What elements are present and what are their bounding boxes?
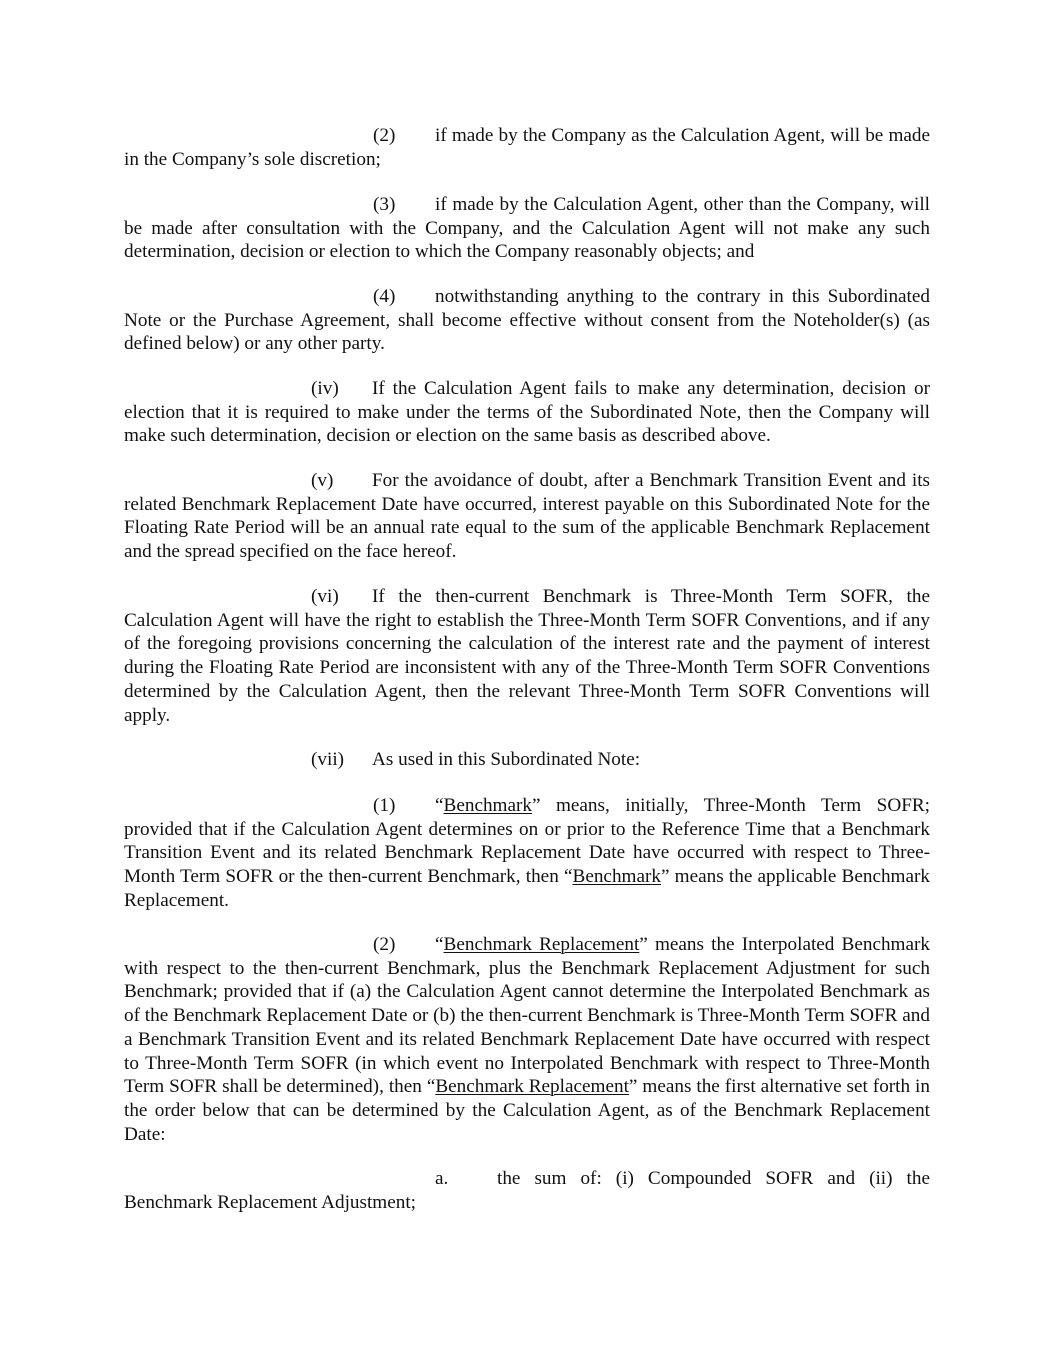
paragraph-text: the sum of: (i) Compounded SOFR and (ii) the Benchmark Replacement Adjustment; [124,1168,930,1213]
paragraph-a-sum [124,1167,930,1214]
defined-term-benchmark-replacement: Benchmark Replacement [443,934,640,955]
open-quote: “ [435,934,444,955]
paragraph-text: if made by the Company as the Calculation Agent, will be made in the Company’s sole discretion; [124,125,930,170]
paragraph-2-company-discretion [124,124,930,171]
open-quote: “ [426,1076,436,1098]
paragraph-v-avoidance [124,469,930,564]
paragraph-text: If the then-current Benchmark is Three-Month Term SOFR, the Calculation Agent will have the right to establish the Three-Month Term SOFR Conventions, and if any of the foregoing provisions concerning the calculation of the interest rate and the payment of interest during the Floating Rate Period are inconsistent with any of the Three-Month Term SOFR Conventions determined by the Calculation Agent, then the relevant Three-Month Term SOFR Conventions will apply. [124,586,930,726]
paragraph-marker: (3) [373,194,396,215]
paragraph-vii-as-used [124,748,930,772]
paragraph-text: means, initially, Three-Month Term SOFR; provided that if the Calculation Agent determines on or prior to the Reference Time that a Benchmark Transition Event and its related Benchmark Replacement Date have occurred with respect to Three-Month Term SOFR or the then-current Benchmark, then [124,795,930,888]
close-quote: ” [660,866,670,888]
paragraph-marker: (2) [373,934,396,955]
paragraph-text: notwithstanding anything to the contrary in this Subordinated Note or the Purchase Agreement, shall become effective without consent from the Noteholder(s) (as defined below) or any other party. [124,286,930,355]
paragraph-vi-conventions [124,585,930,727]
close-quote: ” [628,1076,638,1098]
paragraph-3-consultation [124,193,930,264]
paragraph-marker: a. [435,1168,449,1189]
definition-benchmark [124,794,930,913]
paragraph-marker: (v) [311,470,334,491]
paragraph-text: For the avoidance of doubt, after a Benchmark Transition Event and its related Benchmark Replacement Date have occurred, interest payable on this Subordinated Note for the Floating Rate Period will be an annual rate equal to the sum of the applicable Benchmark Replacement and the spread specified on the face hereof. [124,470,930,563]
open-quote: “ [563,866,573,888]
paragraph-marker: (2) [373,125,396,146]
paragraph-text: if made by the Calculation Agent, other than the Company, will be made after consultation with the Company, and the Calculation Agent will not make any such determination, decision or election to which the Company reasonably objects; and [124,194,930,263]
paragraph-text: If the Calculation Agent fails to make any determination, decision or election that it is required to make under the terms of the Subordinated Note, then the Company will make such determination, decision or election on the same basis as described above. [124,378,930,447]
paragraph-text: means the first alternative set forth in the order below that can be determined by the Calculation Agent, as of the Benchmark Replacement Date: [124,1076,930,1145]
close-quote: ” [639,934,648,955]
paragraph-marker: (4) [373,286,396,307]
paragraph-iv-failure [124,377,930,448]
defined-term-benchmark: Benchmark [443,795,532,816]
paragraph-marker: (vii) [311,749,345,770]
paragraph-text: means the applicable Benchmark Replacement. [124,866,930,911]
paragraph-marker: (1) [373,795,396,816]
open-quote: “ [435,795,444,816]
paragraph-marker: (iv) [311,378,339,399]
defined-term-benchmark: Benchmark [572,866,661,888]
paragraph-marker: (vi) [311,586,339,607]
close-quote: ” [531,795,541,816]
paragraph-text: means the Interpolated Benchmark with respect to the then-current Benchmark, plus the Benchmark Replacement Adjustment for such Benchmark; provided that if (a) the Calculation Agent cannot determine the Interpolated Benchmark as of the Benchmark Replacement Date or (b) the then-current Benchmark is Three-Month Term SOFR and a Benchmark Transition Event and its related Benchmark Replacement Date have occurred with respect to Three-Month Term SOFR (in which event no Interpolated Benchmark with respect to Three-Month Term SOFR shall be determined), then [124,934,930,1098]
definition-benchmark-replacement [124,933,930,1146]
paragraph-text: As used in this Subordinated Note: [372,749,641,770]
defined-term-benchmark-replacement: Benchmark Replacement [435,1076,629,1098]
paragraph-4-notwithstanding [124,285,930,356]
